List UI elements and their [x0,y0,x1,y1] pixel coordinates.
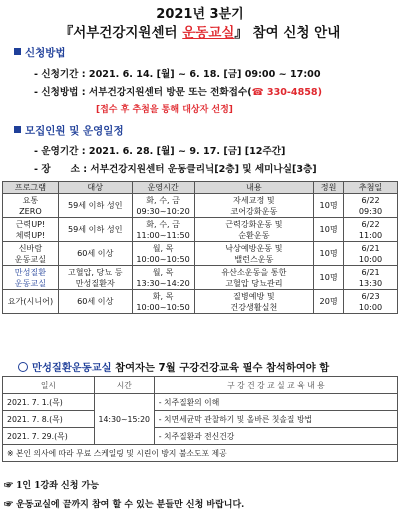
footer-note: ☞ 1인 1강좌 신청 가능 [4,481,99,491]
program-table [2,181,398,314]
table-row [3,218,398,242]
page-title [0,21,400,41]
column-header: 정원 [314,182,344,194]
program-capacity: 10명 [314,266,344,290]
program-draw-date: 6/22 09:30 [344,194,398,218]
program-name: 요가(시니어) [3,290,59,314]
program-capacity: 10명 [314,194,344,218]
notice-text: 참여자는 7월 구강건강교육 필수 참석하여야 함 [111,362,330,374]
program-content: 자세교정 및 코어강화운동 [194,194,314,218]
table-row [3,194,398,218]
program-target: 59세 이하 성인 [58,194,132,218]
year-quarter: 2021년 3분기 [156,7,244,22]
square-bullet-icon [14,48,21,55]
program-time: 화, 목 10:00~10:50 [132,290,194,314]
edu-time: 14:30~15:20 [94,394,154,445]
program-capacity: 10명 [314,218,344,242]
edu-content: - 치주질환과 전신건강 [154,428,397,445]
operation-place: - 장 소 : 서부건강지원센터 운동클리닉[2층] 및 세미나실[3층] [34,164,317,175]
program-time: 월, 목 13:30~14:20 [132,266,194,290]
table-row [3,394,398,411]
program-draw-date: 6/23 10:00 [344,290,398,314]
program-target: 60세 이상 [58,242,132,266]
circle-bullet-icon [18,362,28,372]
program-time: 화, 수, 금 11:00~11:50 [132,218,194,242]
pointing-hand-icon: ☞ [4,500,14,510]
column-header: 운영시간 [132,182,194,194]
apply-method: - 신청방법 : 서부건강지원센터 방문 또는 전화접수(☎ 330-4858) [34,87,323,98]
program-name: 신바람 운동교실 [3,242,59,266]
program-content: 질병예방 및 건강생활실천 [194,290,314,314]
program-capacity: 20명 [314,290,344,314]
program-content: 낙상예방운동 및 밸런스운동 [194,242,314,266]
column-header: 시간 [94,377,154,394]
program-content: 유산소운동을 통한 고혈압 당뇨관리 [194,266,314,290]
table-row [3,411,398,428]
program-target: 고혈압, 당뇨 등 만성질환자 [58,266,132,290]
program-target: 60세 이상 [58,290,132,314]
program-draw-date: 6/22 11:00 [344,218,398,242]
apply-period: - 신청기간 : 2021. 6. 14. [월] ~ 6. 18. [금] 09:00 ~ 17:00 [34,69,321,80]
section-heading-apply: 신청방법 [14,45,66,60]
footer-note: ☞ 운동교실에 끝까지 참여 할 수 있는 분들만 신청 바랍니다. [4,500,245,510]
edu-date: 2021. 7. 29.(목) [3,428,95,445]
pointing-hand-icon: ☞ [4,481,14,491]
program-name: 근력UP! 체력UP! [3,218,59,242]
program-name: 요통 ZERO [3,194,59,218]
apply-note: [접수 후 추첨을 통해 대상자 선정] [96,105,233,115]
oral-health-notice [18,359,329,374]
program-draw-date: 6/21 10:00 [344,242,398,266]
column-header: 추첨일 [344,182,398,194]
title-prefix: 『서부건강지원센터 [59,25,183,41]
program-content: 근력강화운동 및 순환운동 [194,218,314,242]
program-draw-date: 6/21 13:30 [344,266,398,290]
edu-content: - 치면세균막 관찰하기 및 올바른 칫솔질 방법 [154,411,397,428]
column-header: 구 강 건 강 교 실 교 육 내 용 [154,377,397,394]
program-time: 화, 수, 금 09:30~10:20 [132,194,194,218]
edu-footnote: ※ 본인 의사에 따라 무료 스케일링 및 시린이 방지 불소도포 제공 [3,445,398,462]
column-header: 내용 [194,182,314,194]
program-time: 월, 목 10:00~10:50 [132,242,194,266]
title-suffix: 』 참여 신청 안내 [234,25,341,41]
edu-date: 2021. 7. 8.(목) [3,411,95,428]
program-target: 59세 이하 성인 [58,218,132,242]
table-row [3,242,398,266]
phone-number: 330-4858 [263,87,318,98]
program-table-header [3,182,398,194]
program-capacity: 10명 [314,242,344,266]
table-row [3,290,398,314]
table-row [3,428,398,445]
table-row [3,445,398,462]
program-name: 만성질환 운동교실 [3,266,59,290]
edu-content: - 치주질환의 이해 [154,394,397,411]
edu-table-header [3,377,398,394]
oral-education-table [2,376,398,462]
column-header: 대상 [58,182,132,194]
notice-highlight: 만성질환운동교실 [32,362,112,374]
square-bullet-icon [14,126,21,133]
table-row [3,266,398,290]
title-highlight: 운동교실 [182,25,235,41]
section-heading-schedule: 모집인원 및 운영일정 [14,123,124,138]
column-header: 프로그램 [3,182,59,194]
edu-date: 2021. 7. 1.(목) [3,394,95,411]
phone-icon: ☎ [251,87,264,98]
column-header: 일시 [3,377,95,394]
operation-period: - 운영기간 : 2021. 6. 28. [월] ~ 9. 17. [금] [12주간] [34,146,286,157]
